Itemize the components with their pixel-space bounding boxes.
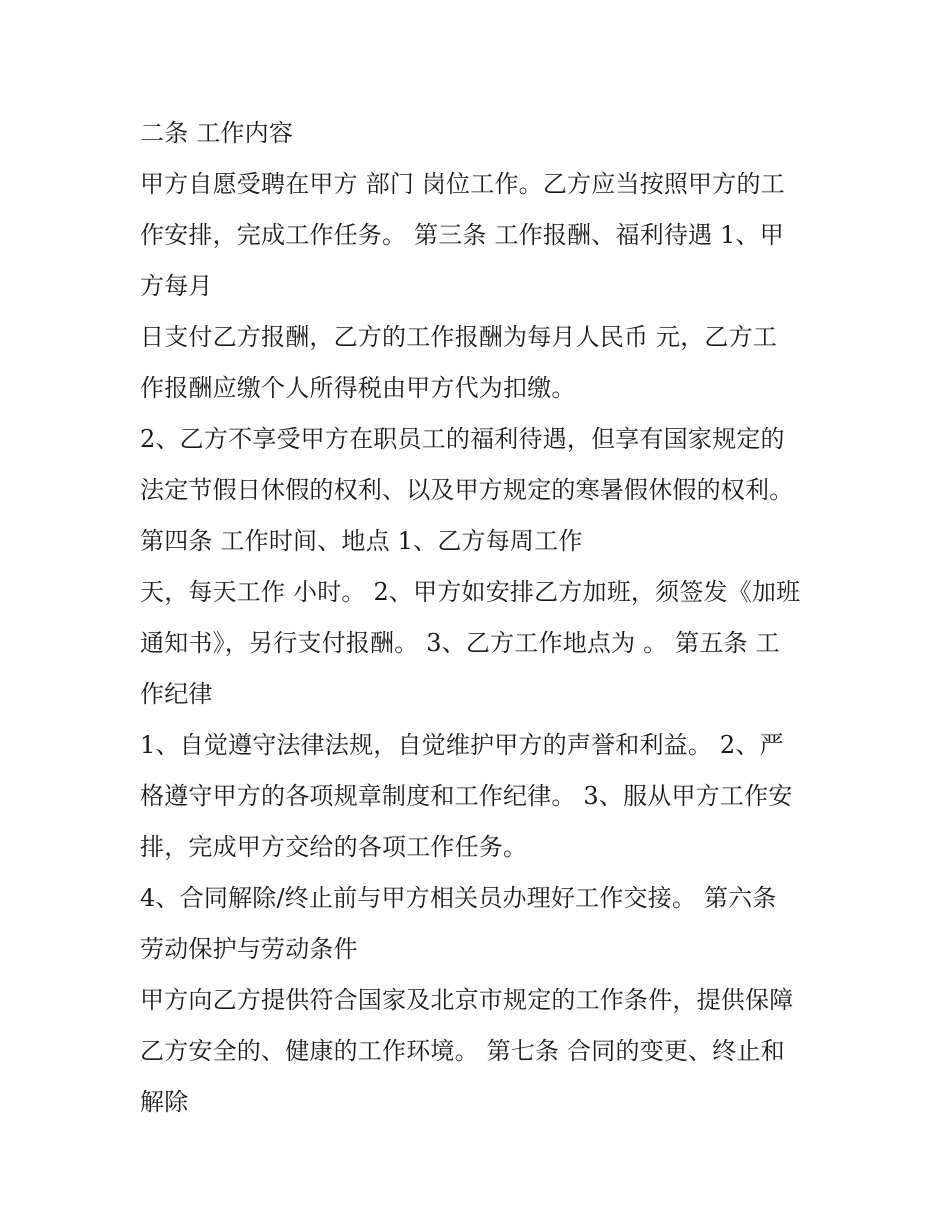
document-page — [140, 108, 820, 1128]
text-line: 1、自觉遵守法律法规，自觉维护甲方的声誉和利益。 2、严 — [140, 731, 784, 759]
text-line: 作纪律 — [140, 680, 213, 708]
text-line: 解除 — [140, 1088, 189, 1116]
text-line: 甲方向乙方提供符合国家及北京市规定的工作条件，提供保障 — [140, 986, 794, 1014]
text-line: 4、合同解除/终止前与甲方相关员办理好工作交接。 第六条 — [140, 884, 777, 912]
text-line: 方每月 — [140, 272, 213, 300]
text-line: 天，每天工作 小时。 2、甲方如安排乙方加班，须签发《加班 — [140, 578, 801, 606]
text-line: 2、乙方不享受甲方在职员工的福利待遇，但享有国家规定的 — [140, 425, 785, 453]
text-line: 通知书》，另行支付报酬。 3、乙方工作地点为 。 第五条 工 — [140, 629, 780, 657]
text-line: 日支付乙方报酬，乙方的工作报酬为每月人民币 元，乙方工 — [140, 323, 778, 351]
text-line: 乙方安全的、健康的工作环境。 第七条 合同的变更、终止和 — [140, 1037, 785, 1065]
text-line: 格遵守甲方的各项规章制度和工作纪律。 3、服从甲方工作安 — [140, 782, 793, 810]
text-line: 作安排，完成工作任务。 第三条 工作报酬、福利待遇 1、甲 — [140, 221, 784, 249]
text-line: 作报酬应缴个人所得税由甲方代为扣缴。 — [140, 374, 576, 402]
text-line: 法定节假日休假的权利、以及甲方规定的寒暑假休假的权利。 — [140, 476, 794, 504]
text-line: 排，完成甲方交给的各项工作任务。 — [140, 833, 528, 861]
text-line: 甲方自愿受聘在甲方 部门 岗位工作。乙方应当按照甲方的工 — [140, 170, 785, 198]
text-line: 第四条 工作时间、地点 1、乙方每周工作 — [140, 527, 583, 555]
text-line: 劳动保护与劳动条件 — [140, 935, 358, 963]
text-line: 二条 工作内容 — [140, 119, 294, 147]
